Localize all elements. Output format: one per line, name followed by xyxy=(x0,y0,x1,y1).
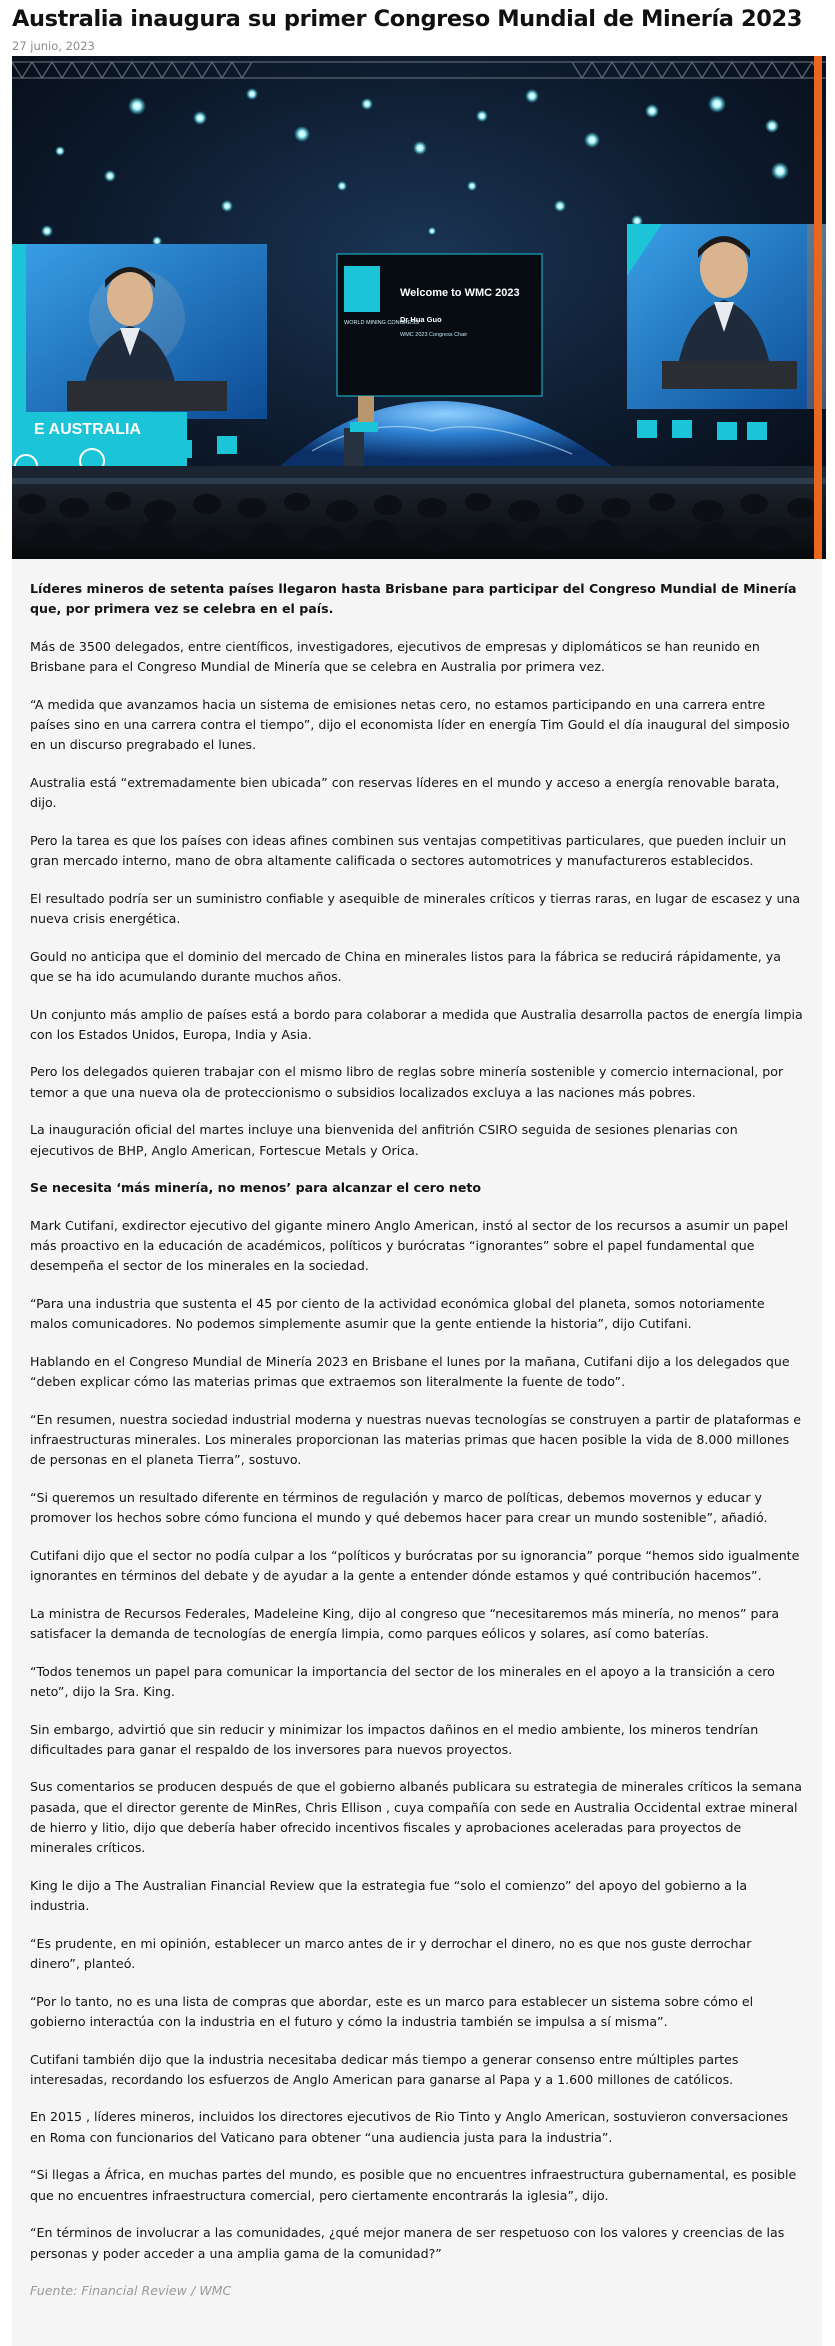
paragraph: “Por lo tanto, no es una lista de compras que abordar, este es un marco para establecer un sistema sobre cómo el gobierno interactúa con la industria en el futuro y cómo la industria también se impulsa a sí misma”. xyxy=(30,1993,754,2029)
paragraph: “Todos tenemos un papel para comunicar la importancia del sector de los minerales en el apoyo a la transición a cero neto”, dijo la Sra. King. xyxy=(30,1663,775,1699)
paragraph: “En términos de involucrar a las comunidades, ¿qué mejor manera de ser respetuoso con los valores y creencias de las personas y poder acceder a una amplia gama de la comunidad?” xyxy=(30,2225,785,2261)
article-lead: Líderes mineros de setenta países llegaron hasta Brisbane para participar del Congreso Mundial de Minería que, por primera vez se celebra en el país. xyxy=(30,581,797,617)
hero-photo xyxy=(12,56,826,559)
section-heading: Se necesita ‘más minería, no menos’ para alcanzar el cero neto xyxy=(30,1180,482,1196)
article-title: Australia inaugura su primer Congreso Mundial de Minería 2023 xyxy=(12,6,802,32)
paragraph: Sus comentarios se producen después de que el gobierno albanés publicara su estrategia de minerales críticos la semana pasada, que el director gerente de MinRes, Chris Ellison , cuya compañía con sede en Australia Occidental extrae mineral de hierro y litio, dijo que debería haber ofrecido incentivos fiscales y aprobaciones aceleradas para proyectos de minerales críticos. xyxy=(30,1779,802,1856)
paragraph: En 2015 , líderes mineros, incluidos los directores ejecutivos de Rio Tinto y Anglo American, sostuvieron conversaciones en Roma con funcionarios del Vaticano para obtener “una audiencia justa para la industria”. xyxy=(30,2109,789,2145)
paragraph: King le dijo a The Australian Financial Review que la estrategia fue “solo el comienzo” del apoyo del gobierno a la industria. xyxy=(30,1877,748,1914)
paragraph: “A medida que avanzamos hacia un sistema de emisiones netas cero, no estamos participando en una carrera entre países sino en una carrera contra el tiempo”, dijo el economista líder en energía Tim Gould el día inaugural del simposio en un discurso pregrabado el lunes. xyxy=(30,696,790,753)
welcome-screen-text: Welcome to WMC 2023 xyxy=(400,287,520,299)
paragraph: Gould no anticipa que el dominio del mercado de China en minerales listos para la fábrica se reducirá rápidamente, ya que se ha ido acumulando durante muchos años. xyxy=(30,948,781,984)
paragraph: Mark Cutifani, exdirector ejecutivo del gigante minero Anglo American, instó al sector de los recursos a asumir un papel más proactivo en la educación de académicos, políticos y burócratas “ignorantes” sobre el papel fundamental que desempeña el sector de los minerales en la sociedad. xyxy=(30,1217,789,1274)
paragraph: Australia está “extremadamente bien ubicada” con reservas líderes en el mundo y acceso a energía renovable barata, dijo. xyxy=(30,774,780,811)
paragraph: La ministra de Recursos Federales, Madeleine King, dijo al congreso que “necesitaremos más minería, no menos” para satisfacer la demanda de tecnologías de energía limpia, como parques eólicos y solares, así como baterías. xyxy=(30,1605,780,1642)
banner-left-text: E AUSTRALIA xyxy=(34,421,141,438)
paragraph: “Si queremos un resultado diferente en términos de regulación y marco de políticas, debemos movernos y educar y promover los hechos sobre cómo funciona el mundo y qué debemos hacer para crear un mundo sostenible”, añadió. xyxy=(30,1489,768,1526)
paragraph: Cutifani dijo que el sector no podía culpar a los “políticos y burócratas por su ignorancia” porque “hemos sido igualmente ignorantes en términos del debate y de ayudar a la gente a entender dónde estamos y qué contribución hacemos”. xyxy=(30,1547,800,1584)
accent-bar xyxy=(814,56,822,562)
paragraph: Un conjunto más amplio de países está a bordo para colaborar a medida que Australia desarrolla pactos de energía limpia con los Estados Unidos, Europa, India y Asia. xyxy=(30,1006,803,1042)
speaker-name: Dr Hua Guo xyxy=(400,315,442,324)
paragraph: El resultado podría ser un suministro confiable y asequible de minerales críticos y tierras raras, en lugar de escasez y una nueva crisis energética. xyxy=(30,890,801,927)
speaker-role: WMC 2023 Congress Chair xyxy=(400,332,468,338)
article-body xyxy=(12,559,822,2346)
paragraph: Pero la tarea es que los países con ideas afines combinen sus ventajas competitivas particulares, que pueden incluir un gran mercado interno, mano de obra altamente calificada o sectores automotrices y manufactureros establecidos. xyxy=(30,832,787,869)
article-source: Fuente: Financial Review / WMC xyxy=(30,2283,232,2299)
paragraph: “En resumen, nuestra sociedad industrial moderna y nuestras nuevas tecnologías se construyen a partir de plataformas e infraestructuras minerales. Los minerales proporcionan las materias primas que hacen posible la vida de 8.000 millones de personas en el planeta Tierra”, sostuvo. xyxy=(30,1411,801,1468)
paragraph: Sin embargo, advirtió que sin reducir y minimizar los impactos dañinos en el medio ambiente, los mineros tendrían dificultades para ganar el respaldo de los inversores para nuevos proyectos. xyxy=(30,1721,759,1757)
paragraph: “Es prudente, en mi opinión, establecer un marco antes de ir y derrochar el dinero, no es que nos guste derrochar dinero”, planteó. xyxy=(30,1935,752,1972)
paragraph: “Si llegas a África, en muchas partes del mundo, es posible que no encuentres infraestructura gubernamental, es posible que no encuentres infraestructura comercial, pero ciertamente encontrarás la iglesia”, dijo. xyxy=(30,2167,797,2203)
paragraph: Cutifani también dijo que la industria necesitaba dedicar más tiempo a generar consenso entre múltiples partes interesadas, recordando los esfuerzos de Anglo American para ganarse al Papa y a 1.600 millones de católicos. xyxy=(30,2051,739,2087)
article-date: 27 junio, 2023 xyxy=(12,39,95,53)
paragraph: Hablando en el Congreso Mundial de Minería 2023 en Brisbane el lunes por la mañana, Cutifani dijo a los delegados que “deben explicar cómo las materias primas que extraemos son literalmente la fuente de todo”. xyxy=(30,1353,790,1390)
paragraph: Más de 3500 delegados, entre científicos, investigadores, ejecutivos de empresas y diplomáticos se han reunido en Brisbane para el Congreso Mundial de Minería que se celebra en Australia por primera vez. xyxy=(30,638,760,675)
wmc-wordmark: WORLD MINING CONGRESS xyxy=(344,320,419,326)
paragraph: “Para una industria que sustenta el 45 por ciento de la actividad económica global del planeta, somos notoriamente malos comunicadores. No podemos simplemente asumir que la gente entiende la historia”, dijo Cutifani. xyxy=(30,1295,765,1332)
paragraph: La inauguración oficial del martes incluye una bienvenida del anfitrión CSIRO seguida de sesiones plenarias con ejecutivos de BHP, Anglo American, Fortescue Metals y Orica. xyxy=(30,1122,738,1158)
paragraph: Pero los delegados quieren trabajar con el mismo libro de reglas sobre minería sostenible y comercio internacional, por temor a que una nueva ola de proteccionismo o subsidios localizados excluya a las naciones más pobres. xyxy=(30,1064,784,1100)
